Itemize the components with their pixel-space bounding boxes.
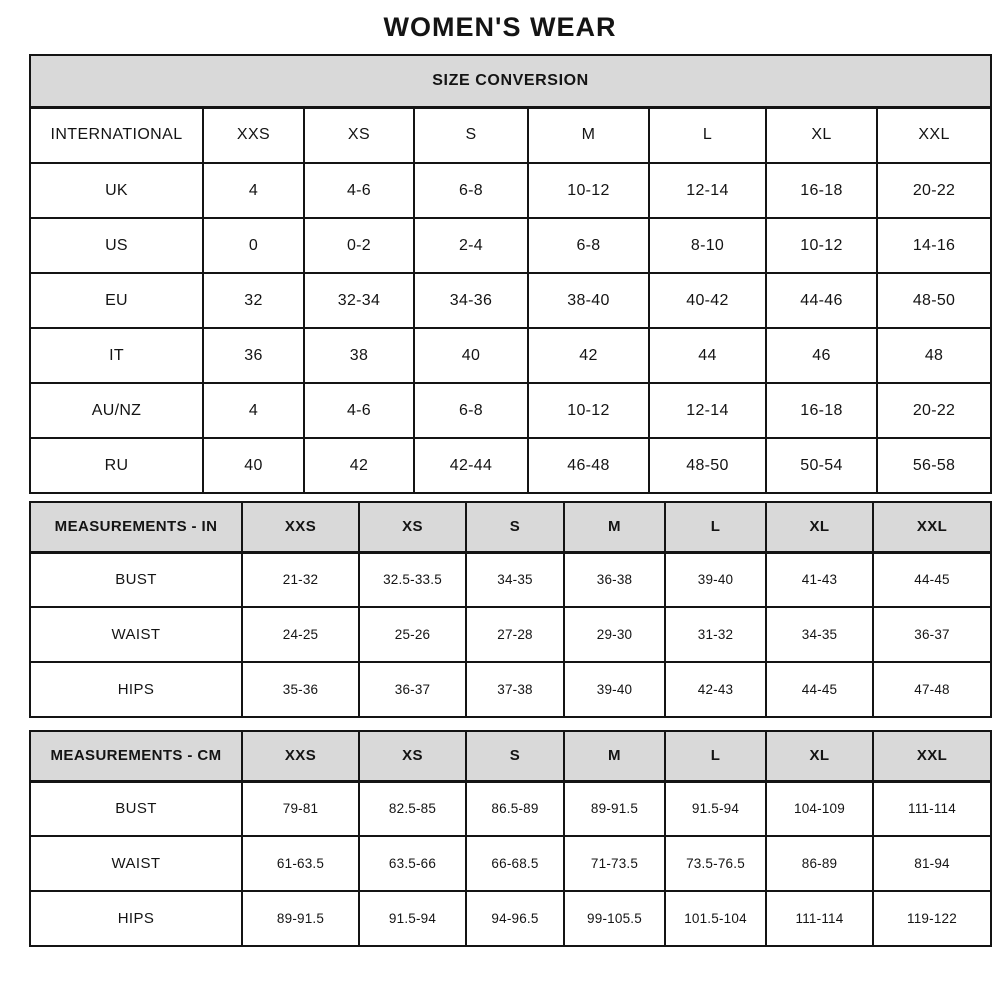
size-column-header: XXL (877, 107, 991, 163)
value-cell: 4 (203, 163, 304, 218)
value-cell: 31-32 (665, 607, 766, 662)
value-cell: 44 (649, 328, 766, 383)
table-row (30, 836, 991, 891)
value-cell: 46-48 (528, 438, 649, 493)
row-label: WAIST (30, 607, 242, 662)
value-cell: 35-36 (242, 662, 359, 717)
row-label: EU (30, 273, 203, 328)
size-column-header: M (564, 731, 665, 781)
table-row (30, 163, 991, 218)
table-row (30, 607, 991, 662)
row-label-header: MEASUREMENTS - IN (30, 502, 242, 552)
row-label: BUST (30, 781, 242, 836)
table-row (30, 383, 991, 438)
value-cell: 34-35 (466, 552, 564, 607)
size-column-header: XXS (203, 107, 304, 163)
value-cell: 86-89 (766, 836, 873, 891)
value-cell: 4-6 (304, 383, 414, 438)
value-cell: 29-30 (564, 607, 665, 662)
value-cell: 20-22 (877, 163, 991, 218)
value-cell: 32.5-33.5 (359, 552, 466, 607)
size-column-header: XXS (242, 502, 359, 552)
value-cell: 42-44 (414, 438, 528, 493)
value-cell: 91.5-94 (359, 891, 466, 946)
value-cell: 21-32 (242, 552, 359, 607)
table-banner: SIZE CONVERSION (30, 55, 991, 107)
value-cell: 79-81 (242, 781, 359, 836)
row-label: IT (30, 328, 203, 383)
size-column-header: M (528, 107, 649, 163)
value-cell: 24-25 (242, 607, 359, 662)
value-cell: 38 (304, 328, 414, 383)
value-cell: 37-38 (466, 662, 564, 717)
value-cell: 71-73.5 (564, 836, 665, 891)
table-row (30, 662, 991, 717)
value-cell: 81-94 (873, 836, 991, 891)
value-cell: 104-109 (766, 781, 873, 836)
row-label: UK (30, 163, 203, 218)
value-cell: 14-16 (877, 218, 991, 273)
value-cell: 48-50 (649, 438, 766, 493)
value-cell: 44-46 (766, 273, 877, 328)
value-cell: 48 (877, 328, 991, 383)
value-cell: 12-14 (649, 163, 766, 218)
value-cell: 36-38 (564, 552, 665, 607)
value-cell: 119-122 (873, 891, 991, 946)
size-column-header: M (564, 502, 665, 552)
value-cell: 61-63.5 (242, 836, 359, 891)
value-cell: 39-40 (564, 662, 665, 717)
size-conversion-table (29, 54, 992, 494)
size-column-header: XS (359, 731, 466, 781)
size-column-header: XS (304, 107, 414, 163)
value-cell: 63.5-66 (359, 836, 466, 891)
size-column-header: XXL (873, 731, 991, 781)
measurements-in-table (29, 501, 992, 718)
value-cell: 89-91.5 (242, 891, 359, 946)
value-cell: 44-45 (766, 662, 873, 717)
value-cell: 36-37 (359, 662, 466, 717)
value-cell: 2-4 (414, 218, 528, 273)
table-row (30, 438, 991, 493)
value-cell: 10-12 (528, 383, 649, 438)
size-column-header: S (414, 107, 528, 163)
value-cell: 0-2 (304, 218, 414, 273)
size-column-header: XXS (242, 731, 359, 781)
value-cell: 25-26 (359, 607, 466, 662)
value-cell: 6-8 (528, 218, 649, 273)
value-cell: 40 (203, 438, 304, 493)
row-label-header: INTERNATIONAL (30, 107, 203, 163)
value-cell: 40-42 (649, 273, 766, 328)
value-cell: 4-6 (304, 163, 414, 218)
value-cell: 36-37 (873, 607, 991, 662)
value-cell: 41-43 (766, 552, 873, 607)
column-header-row (30, 502, 991, 552)
value-cell: 8-10 (649, 218, 766, 273)
value-cell: 6-8 (414, 383, 528, 438)
value-cell: 48-50 (877, 273, 991, 328)
value-cell: 32-34 (304, 273, 414, 328)
size-column-header: S (466, 731, 564, 781)
row-label: US (30, 218, 203, 273)
value-cell: 91.5-94 (665, 781, 766, 836)
row-label-header: MEASUREMENTS - CM (30, 731, 242, 781)
value-cell: 44-45 (873, 552, 991, 607)
value-cell: 73.5-76.5 (665, 836, 766, 891)
size-column-header: L (665, 502, 766, 552)
value-cell: 10-12 (766, 218, 877, 273)
row-label: HIPS (30, 891, 242, 946)
table-row (30, 273, 991, 328)
table-row (30, 891, 991, 946)
value-cell: 56-58 (877, 438, 991, 493)
value-cell: 42 (528, 328, 649, 383)
value-cell: 94-96.5 (466, 891, 564, 946)
value-cell: 16-18 (766, 383, 877, 438)
value-cell: 10-12 (528, 163, 649, 218)
tables-root (0, 54, 1000, 947)
column-header-row (30, 731, 991, 781)
value-cell: 34-36 (414, 273, 528, 328)
value-cell: 27-28 (466, 607, 564, 662)
table-row (30, 781, 991, 836)
value-cell: 42-43 (665, 662, 766, 717)
value-cell: 0 (203, 218, 304, 273)
value-cell: 12-14 (649, 383, 766, 438)
value-cell: 82.5-85 (359, 781, 466, 836)
value-cell: 39-40 (665, 552, 766, 607)
value-cell: 86.5-89 (466, 781, 564, 836)
size-column-header: S (466, 502, 564, 552)
value-cell: 50-54 (766, 438, 877, 493)
value-cell: 4 (203, 383, 304, 438)
table-row (30, 328, 991, 383)
value-cell: 46 (766, 328, 877, 383)
size-column-header: XXL (873, 502, 991, 552)
value-cell: 111-114 (766, 891, 873, 946)
value-cell: 16-18 (766, 163, 877, 218)
table-row (30, 218, 991, 273)
value-cell: 111-114 (873, 781, 991, 836)
size-column-header: XS (359, 502, 466, 552)
size-column-header: XL (766, 107, 877, 163)
table-row (30, 552, 991, 607)
value-cell: 101.5-104 (665, 891, 766, 946)
page-title: WOMEN'S WEAR (383, 12, 617, 42)
value-cell: 36 (203, 328, 304, 383)
value-cell: 66-68.5 (466, 836, 564, 891)
value-cell: 40 (414, 328, 528, 383)
value-cell: 42 (304, 438, 414, 493)
value-cell: 38-40 (528, 273, 649, 328)
value-cell: 89-91.5 (564, 781, 665, 836)
value-cell: 34-35 (766, 607, 873, 662)
table-banner-row (30, 55, 991, 107)
size-column-header: L (665, 731, 766, 781)
value-cell: 32 (203, 273, 304, 328)
row-label: RU (30, 438, 203, 493)
value-cell: 47-48 (873, 662, 991, 717)
column-header-row (30, 107, 991, 163)
measurements-cm-table (29, 730, 992, 947)
size-column-header: XL (766, 731, 873, 781)
row-label: BUST (30, 552, 242, 607)
value-cell: 6-8 (414, 163, 528, 218)
size-column-header: L (649, 107, 766, 163)
row-label: WAIST (30, 836, 242, 891)
value-cell: 20-22 (877, 383, 991, 438)
row-label: AU/NZ (30, 383, 203, 438)
row-label: HIPS (30, 662, 242, 717)
size-column-header: XL (766, 502, 873, 552)
value-cell: 99-105.5 (564, 891, 665, 946)
